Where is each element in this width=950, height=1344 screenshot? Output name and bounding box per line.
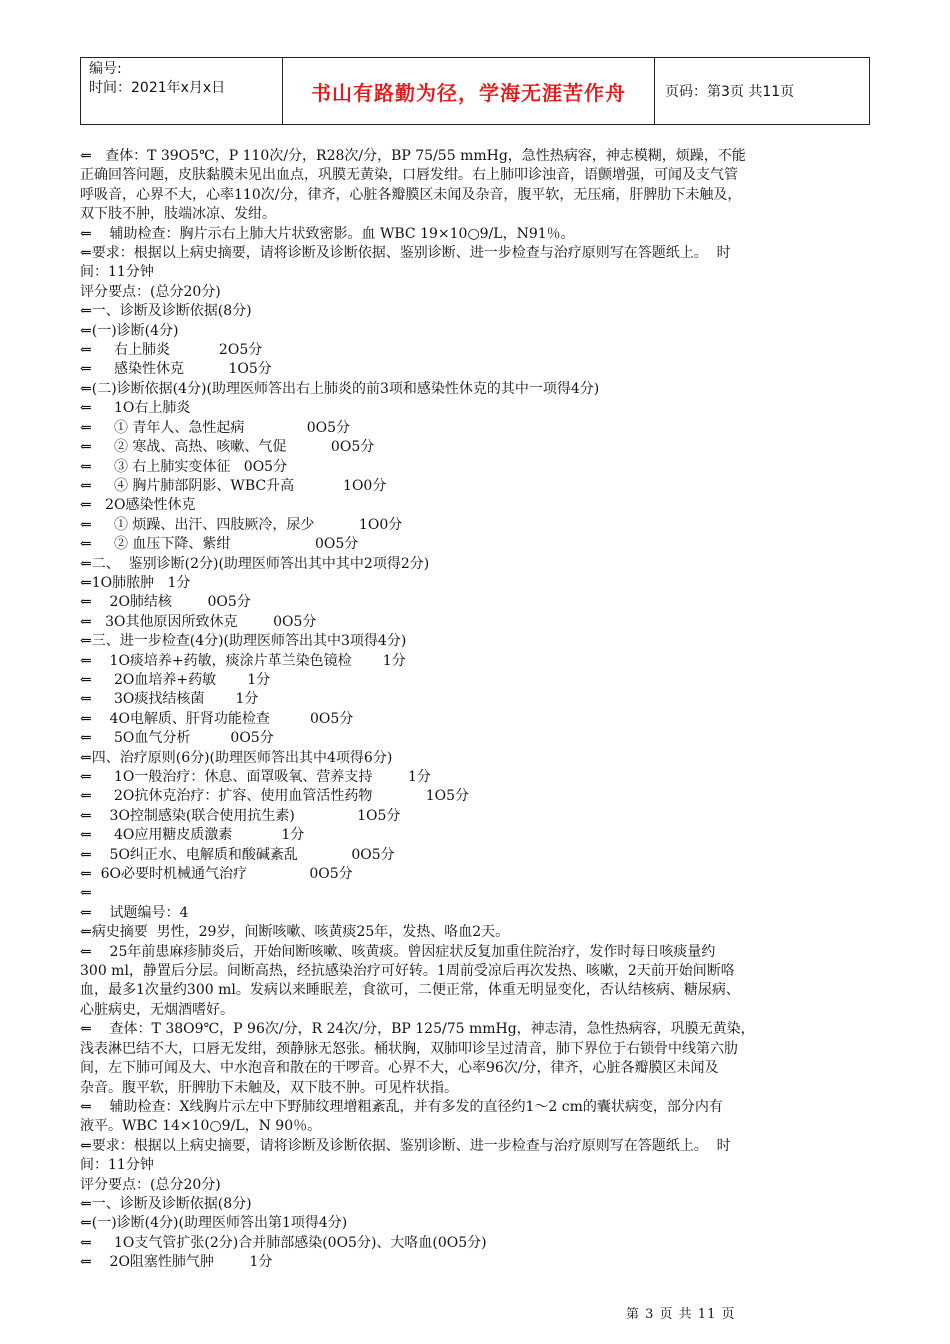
text-line: ⇐(一)诊断(4分)(助理医师答出第1项得4分) xyxy=(80,1215,348,1232)
text-line: ⇐ 2O抗休克治疗：扩容、使用血管活性药物 1O5分 xyxy=(80,788,470,805)
text-line: ⇐ xyxy=(80,885,92,902)
text-line: 双下肢不肿，肢端冰凉、发绀。 xyxy=(80,206,276,223)
text-line: ⇐二、 鉴别诊断(2分)(助理医师答出其中其中2项得2分) xyxy=(80,555,430,572)
text-line: 呼吸音，心界不大，心率110次/分，律齐，心脏各瓣膜区未闻及杂音，腹平软，无压痛，肝脾肋下未触及， xyxy=(80,186,742,203)
text-line: ⇐三、进一步检查(4分)(助理医师答出其中3项得4分) xyxy=(80,633,407,650)
text-line: ⇐1O肺脓肿 1分 xyxy=(80,574,191,591)
text-line: ⇐ ③ 右上肺实变体征 0O5分 xyxy=(80,458,288,475)
text-line: ⇐(一)诊断(4分) xyxy=(80,322,179,339)
text-line: ⇐ 3O控制感染(联合使用抗生素) 1O5分 xyxy=(80,807,401,824)
text-line: ⇐ 1O一般治疗：休息、面罩吸氧、营养支持 1分 xyxy=(80,769,431,785)
text-line: 血，最多1次量约300 ml。发病以来睡眠差，食欲可，二便正常，体重无明显变化，否认结核病、糖尿病、 xyxy=(80,982,740,999)
text-line: ⇐ 1O右上肺炎 xyxy=(80,400,191,417)
text-line: ⇐ 6O必要时机械通气治疗 0O5分 xyxy=(80,866,353,883)
text-line: 浅表淋巴结不大，口唇无发绀，颈静脉无怒张。桶状胸，双肺叩诊呈过清音，肺下界位于右锁骨中线第六肋 xyxy=(80,1040,738,1057)
motto-text: 书山有路勤为径，学海无涯苦作舟 xyxy=(311,80,626,105)
text-line: 正确回答问题，皮肤黏膜未见出血点，巩膜无黄染，口唇发绀。右上肺叩诊浊音，语颤增强，可闻及支气管 xyxy=(80,167,738,184)
text-line: ⇐ 感染性休克 1O5分 xyxy=(80,361,272,378)
text-line: 杂音。腹平软，肝脾肋下未触及，双下肢不肿。可见杵状指。 xyxy=(80,1079,458,1096)
text-line: ⇐(二)诊断依据(4分)(助理医师答出右上肺炎的前3项和感染性休克的其中一项得4分) xyxy=(80,380,600,397)
text-line: ⇐ 1O痰培养+药敏，痰涂片革兰染色镜检 1分 xyxy=(80,652,406,669)
text-line: ⇐ 5O血气分析 0O5分 xyxy=(80,730,274,747)
text-line: ⇐ 3O痰找结核菌 1分 xyxy=(80,691,259,708)
header-table xyxy=(80,57,870,125)
text-line: 心脏病史，无烟酒嗜好。 xyxy=(80,1001,234,1018)
text-line: ⇐一、诊断及诊断依据(8分) xyxy=(80,1195,252,1212)
text-line: ⇐ 查体：T 39O5℃，P 110次/分，R28次/分，BP 75/55 mmHg，急性热病容，神志模糊，烦躁，不能 xyxy=(80,148,746,164)
text-line: ⇐ 1O支气管扩张(2分)合并肺部感染(0O5分)、大咯血(0O5分) xyxy=(80,1234,487,1251)
text-line: 间，左下肺可闻及大、中水泡音和散在的干啰音。心界不大，心率96次/分，律齐，心脏各瓣膜区未闻及 xyxy=(80,1060,719,1077)
header-meta-cell xyxy=(81,58,283,124)
text-line: ⇐ ② 血压下降、紫绀 0O5分 xyxy=(80,536,359,553)
motto-cell xyxy=(283,58,655,124)
text-line: 间：11分钟 xyxy=(80,264,154,281)
text-line: ⇐ 辅助检查：胸片示右上肺大片状致密影。血 WBC 19×10○9/L，N91％。 xyxy=(80,225,575,242)
text-line: 300 ml，静置后分层。间断高热，经抗感染治疗可好转。1周前受凉后再次发热、咳嗽，2天前开始间断咯 xyxy=(80,963,735,980)
text-line: ⇐ 3O其他原因所致休克 0O5分 xyxy=(80,613,317,630)
text-line: ⇐ 2O肺结核 0O5分 xyxy=(80,594,251,611)
text-line: ⇐ 右上肺炎 2O5分 xyxy=(80,342,263,359)
text-line: ⇐ 25年前患麻疹肺炎后，开始间断咳嗽、咳黄痰。曾因症状反复加重住院治疗，发作时每日咳痰量约 xyxy=(80,943,716,960)
text-line: ⇐ 2O感染性休克 xyxy=(80,497,196,514)
text-line: ⇐ ④ 胸片肺部阴影、WBC升高 1O0分 xyxy=(80,477,387,494)
text-line: ⇐ 2O阻塞性肺气肿 1分 xyxy=(80,1254,273,1271)
text-line: ⇐病史摘要 男性，29岁，间断咳嗽、咳黄痰25年，发热、咯血2天。 xyxy=(80,924,510,941)
document-body xyxy=(80,147,872,1273)
text-line: ⇐ 4O电解质、肝肾功能检查 0O5分 xyxy=(80,710,354,727)
text-line: ⇐一、诊断及诊断依据(8分) xyxy=(80,303,252,320)
text-line: ⇐四、治疗原则(6分)(助理医师答出其中4项得6分) xyxy=(80,749,393,766)
page-info-text: 页码：第3页 共11页 xyxy=(665,84,795,100)
text-line: ⇐要求：根据以上病史摘要，请将诊断及诊断依据、鉴别诊断、进一步检查与治疗原则写在答题纸上。 时 xyxy=(80,1137,731,1154)
text-line: 间：11分钟 xyxy=(80,1157,154,1174)
text-line: ⇐ 2O血培养+药敏 1分 xyxy=(80,671,271,688)
text-line: ⇐ 查体：T 38O9℃，P 96次/分，R 24次/分，BP 125/75 mmHg，神志清，急性热病容，巩膜无黄染， xyxy=(80,1021,755,1038)
text-line: 液平。WBC 14×10○9/L，N 90％。 xyxy=(80,1118,322,1135)
text-line: ⇐ ① 烦躁、出汗、四肢厥冷，尿少 1O0分 xyxy=(80,516,403,533)
text-line: ⇐ 4O应用糖皮质激素 1分 xyxy=(80,827,305,844)
page-info-cell xyxy=(655,58,869,124)
text-line: 评分要点：(总分20分) xyxy=(80,283,221,300)
text-line: ⇐ 辅助检查：X线胸片示左中下野肺纹理增粗紊乱，并有多发的直径约1～2 cm的囊状病变，部分内有 xyxy=(80,1098,723,1115)
text-line: ⇐ 5O纠正水、电解质和酸碱紊乱 0O5分 xyxy=(80,846,395,863)
text-line: ⇐要求：根据以上病史摘要，请将诊断及诊断依据、鉴别诊断、进一步检查与治疗原则写在答题纸上。 时 xyxy=(80,245,731,262)
text-line: ⇐ ① 青年人、急性起病 0O5分 xyxy=(80,419,351,436)
text-line: 评分要点：(总分20分) xyxy=(80,1176,221,1193)
number-label: 编号: xyxy=(89,61,122,77)
time-label: 时间：2021年x月x日 xyxy=(89,80,226,96)
page-footer: 第 3 页 共 11 页 xyxy=(626,1307,736,1322)
text-line: ⇐ ② 寒战、高热、咳嗽、气促 0O5分 xyxy=(80,439,375,456)
text-line: ⇐ 试题编号：4 xyxy=(80,904,189,921)
